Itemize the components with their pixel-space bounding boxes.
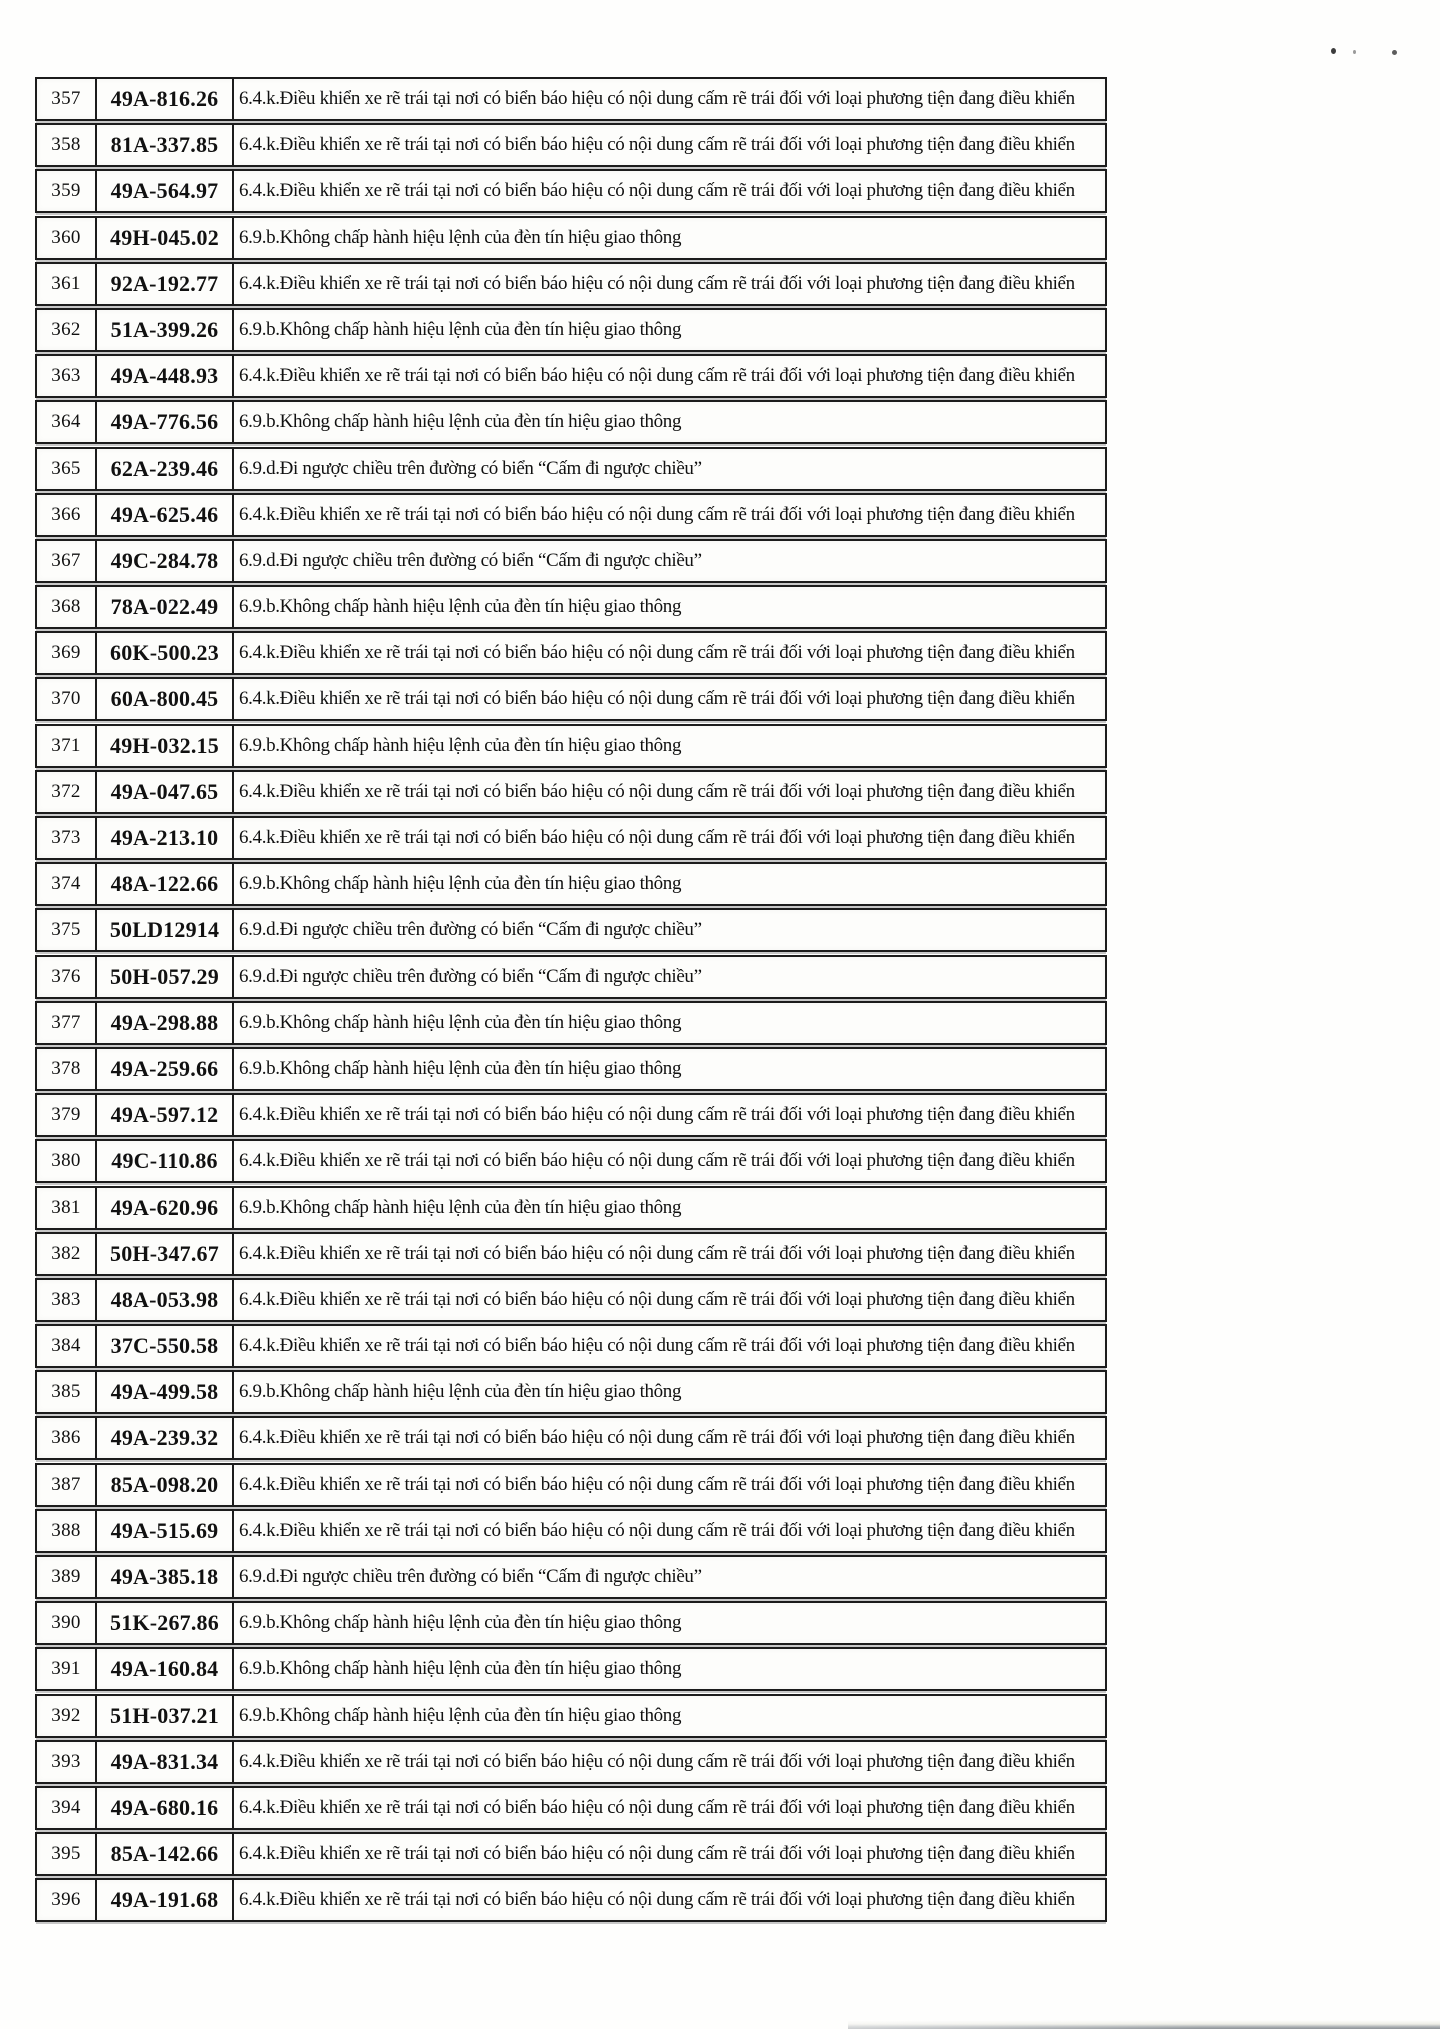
violation-description-cell: 6.4.k.Điều khiển xe rẽ trái tại nơi có biển báo hiệu có nội dung cấm rẽ trái đối với loại phương tiện đang điều khiển: [239, 1104, 1075, 1126]
license-plate-cell: 49A-239.32: [97, 1418, 234, 1458]
license-plate-cell: 51K-267.86: [97, 1603, 234, 1643]
violation-description-cell: 6.4.k.Điều khiển xe rẽ trái tại nơi có biển báo hiệu có nội dung cấm rẽ trái đối với loại phương tiện đang điều khiển: [239, 134, 1075, 156]
violation-description-cell: 6.4.k.Điều khiển xe rẽ trái tại nơi có biển báo hiệu có nội dung cấm rẽ trái đối với loại phương tiện đang điều khiển: [239, 503, 1075, 525]
license-plate-cell: 49A-160.84: [97, 1649, 234, 1689]
violation-description-cell: 6.4.k.Điều khiển xe rẽ trái tại nơi có biển báo hiệu có nội dung cấm rẽ trái đối với loại phương tiện đang điều khiển: [239, 1473, 1075, 1495]
table-row: [35, 1047, 1107, 1091]
violation-table: [35, 77, 1107, 1925]
table-row: [35, 1740, 1107, 1784]
violation-description-cell: 6.4.k.Điều khiển xe rẽ trái tại nơi có biển báo hiệu có nội dung cấm rẽ trái đối với loại phương tiện đang điều khiển: [239, 1519, 1075, 1541]
row-number-cell: 359: [37, 171, 97, 211]
license-plate-cell: 49A-499.58: [97, 1372, 234, 1412]
row-number-cell: 362: [37, 310, 97, 350]
violation-description-cell: 6.4.k.Điều khiển xe rẽ trái tại nơi có biển báo hiệu có nội dung cấm rẽ trái đối với loại phương tiện đang điều khiển: [239, 1427, 1075, 1449]
license-plate-cell: 50H-057.29: [97, 957, 234, 997]
row-number-cell: 367: [37, 541, 97, 581]
license-plate-cell: 81A-337.85: [97, 125, 234, 165]
row-number-cell: 385: [37, 1372, 97, 1412]
table-row: [35, 216, 1107, 260]
row-number-cell: 392: [37, 1696, 97, 1736]
violation-description-cell: 6.4.k.Điều khiển xe rẽ trái tại nơi có biển báo hiệu có nội dung cấm rẽ trái đối với loại phương tiện đang điều khiển: [239, 1843, 1075, 1865]
row-number-cell: 394: [37, 1788, 97, 1828]
scan-edge-shadow: [848, 2020, 1440, 2029]
license-plate-cell: 49A-625.46: [97, 495, 234, 535]
row-number-cell: 357: [37, 79, 97, 119]
license-plate-cell: 48A-053.98: [97, 1280, 234, 1320]
table-row: [35, 493, 1107, 537]
row-number-cell: 376: [37, 957, 97, 997]
table-row: [35, 400, 1107, 444]
violation-description-cell: 6.4.k.Điều khiển xe rẽ trái tại nơi có biển báo hiệu có nội dung cấm rẽ trái đối với loại phương tiện đang điều khiển: [239, 1796, 1075, 1818]
table-row: [35, 955, 1107, 999]
table-row: [35, 1647, 1107, 1691]
row-number-cell: 380: [37, 1141, 97, 1181]
row-number-cell: 358: [37, 125, 97, 165]
violation-description-cell: 6.9.b.Không chấp hành hiệu lệnh của đèn tín hiệu giao thông: [239, 734, 682, 756]
license-plate-cell: 51H-037.21: [97, 1696, 234, 1736]
violation-description-cell: 6.4.k.Điều khiển xe rẽ trái tại nơi có biển báo hiệu có nội dung cấm rẽ trái đối với loại phương tiện đang điều khiển: [239, 1242, 1075, 1264]
license-plate-cell: 49A-597.12: [97, 1095, 234, 1135]
row-number-cell: 390: [37, 1603, 97, 1643]
violation-description-cell: 6.9.b.Không chấp hành hiệu lệnh của đèn tín hiệu giao thông: [239, 1658, 682, 1680]
table-row: [35, 816, 1107, 860]
violation-description-cell: 6.9.d.Đi ngược chiều trên đường có biển “Cấm đi ngược chiều”: [239, 965, 702, 987]
table-row: [35, 770, 1107, 814]
row-number-cell: 370: [37, 679, 97, 719]
row-number-cell: 389: [37, 1557, 97, 1597]
violation-description-cell: 6.9.b.Không chấp hành hiệu lệnh của đèn tín hiệu giao thông: [239, 226, 682, 248]
row-number-cell: 369: [37, 633, 97, 673]
table-row: [35, 1694, 1107, 1738]
table-row: [35, 169, 1107, 213]
violation-description-cell: 6.4.k.Điều khiển xe rẽ trái tại nơi có biển báo hiệu có nội dung cấm rẽ trái đối với loại phương tiện đang điều khiển: [239, 1150, 1075, 1172]
license-plate-cell: 49C-110.86: [97, 1141, 234, 1181]
license-plate-cell: 85A-098.20: [97, 1465, 234, 1505]
table-row: [35, 1370, 1107, 1414]
table-row: [35, 1186, 1107, 1230]
violation-description-cell: 6.9.b.Không chấp hành hiệu lệnh của đèn tín hiệu giao thông: [239, 1011, 682, 1033]
row-number-cell: 366: [37, 495, 97, 535]
row-number-cell: 363: [37, 356, 97, 396]
table-row: [35, 77, 1107, 121]
violation-description-cell: 6.9.d.Đi ngược chiều trên đường có biển “Cấm đi ngược chiều”: [239, 549, 702, 571]
violation-description-cell: 6.9.d.Đi ngược chiều trên đường có biển “Cấm đi ngược chiều”: [239, 1566, 702, 1587]
violation-description-cell: 6.9.b.Không chấp hành hiệu lệnh của đèn tín hiệu giao thông: [239, 411, 682, 433]
row-number-cell: 396: [37, 1880, 97, 1920]
license-plate-cell: 49A-816.26: [97, 79, 234, 119]
license-plate-cell: 49A-620.96: [97, 1188, 234, 1228]
table-row: [35, 862, 1107, 906]
row-number-cell: 361: [37, 264, 97, 304]
violation-description-cell: 6.4.k.Điều khiển xe rẽ trái tại nơi có biển báo hiệu có nội dung cấm rẽ trái đối với loại phương tiện đang điều khiển: [239, 180, 1075, 202]
violation-description-cell: 6.4.k.Điều khiển xe rẽ trái tại nơi có biển báo hiệu có nội dung cấm rẽ trái đối với loại phương tiện đang điều khiển: [239, 88, 1075, 109]
license-plate-cell: 49C-284.78: [97, 541, 234, 581]
row-number-cell: 365: [37, 449, 97, 489]
row-number-cell: 375: [37, 910, 97, 950]
license-plate-cell: 49A-448.93: [97, 356, 234, 396]
violation-description-cell: 6.4.k.Điều khiển xe rẽ trái tại nơi có biển báo hiệu có nội dung cấm rẽ trái đối với loại phương tiện đang điều khiển: [239, 1335, 1075, 1357]
license-plate-cell: 37C-550.58: [97, 1326, 234, 1366]
row-number-cell: 372: [37, 772, 97, 812]
row-number-cell: 373: [37, 818, 97, 858]
table-row: [35, 724, 1107, 768]
row-number-cell: 384: [37, 1326, 97, 1366]
table-row: [35, 1878, 1107, 1922]
scan-speck: [1331, 48, 1336, 54]
license-plate-cell: 60K-500.23: [97, 633, 234, 673]
table-row: [35, 1555, 1107, 1599]
violation-description-cell: 6.9.b.Không chấp hành hiệu lệnh của đèn tín hiệu giao thông: [239, 1057, 682, 1079]
row-number-cell: 391: [37, 1649, 97, 1689]
violation-description-cell: 6.9.b.Không chấp hành hiệu lệnh của đèn tín hiệu giao thông: [239, 873, 682, 895]
license-plate-cell: 49A-213.10: [97, 818, 234, 858]
license-plate-cell: 49A-259.66: [97, 1049, 234, 1089]
table-row: [35, 1416, 1107, 1460]
table-row: [35, 1601, 1107, 1645]
violation-description-cell: 6.9.b.Không chấp hành hiệu lệnh của đèn tín hiệu giao thông: [239, 1381, 682, 1403]
license-plate-cell: 85A-142.66: [97, 1834, 234, 1874]
row-number-cell: 368: [37, 587, 97, 627]
violation-description-cell: 6.4.k.Điều khiển xe rẽ trái tại nơi có biển báo hiệu có nội dung cấm rẽ trái đối với loại phương tiện đang điều khiển: [239, 642, 1075, 664]
table-row: [35, 1232, 1107, 1276]
table-row: [35, 1786, 1107, 1830]
license-plate-cell: 49A-680.16: [97, 1788, 234, 1828]
table-row: [35, 908, 1107, 952]
violation-description-cell: 6.9.b.Không chấp hành hiệu lệnh của đèn tín hiệu giao thông: [239, 1612, 682, 1634]
table-row: [35, 1139, 1107, 1183]
row-number-cell: 379: [37, 1095, 97, 1135]
table-row: [35, 308, 1107, 352]
license-plate-cell: 92A-192.77: [97, 264, 234, 304]
license-plate-cell: 49A-831.34: [97, 1742, 234, 1782]
row-number-cell: 378: [37, 1049, 97, 1089]
license-plate-cell: 49A-298.88: [97, 1003, 234, 1043]
table-row: [35, 631, 1107, 675]
table-row: [35, 123, 1107, 167]
row-number-cell: 393: [37, 1742, 97, 1782]
license-plate-cell: 50H-347.67: [97, 1234, 234, 1274]
license-plate-cell: 49A-776.56: [97, 402, 234, 442]
row-number-cell: 388: [37, 1511, 97, 1551]
row-number-cell: 364: [37, 402, 97, 442]
row-number-cell: 395: [37, 1834, 97, 1874]
table-row: [35, 354, 1107, 398]
violation-description-cell: 6.9.b.Không chấp hành hiệu lệnh của đèn tín hiệu giao thông: [239, 1196, 682, 1218]
table-row: [35, 1832, 1107, 1876]
license-plate-cell: 48A-122.66: [97, 864, 234, 904]
table-row: [35, 1463, 1107, 1507]
table-row: [35, 1324, 1107, 1368]
license-plate-cell: 49H-045.02: [97, 218, 234, 258]
violation-description-cell: 6.4.k.Điều khiển xe rẽ trái tại nơi có biển báo hiệu có nội dung cấm rẽ trái đối với loại phương tiện đang điều khiển: [239, 780, 1075, 802]
row-number-cell: 383: [37, 1280, 97, 1320]
row-number-cell: 382: [37, 1234, 97, 1274]
license-plate-cell: 49A-191.68: [97, 1880, 234, 1920]
table-row: [35, 1509, 1107, 1553]
license-plate-cell: 62A-239.46: [97, 449, 234, 489]
violation-description-cell: 6.9.d.Đi ngược chiều trên đường có biển “Cấm đi ngược chiều”: [239, 919, 702, 941]
table-row: [35, 1278, 1107, 1322]
license-plate-cell: 49A-564.97: [97, 171, 234, 211]
violation-description-cell: 6.4.k.Điều khiển xe rẽ trái tại nơi có biển báo hiệu có nội dung cấm rẽ trái đối với loại phương tiện đang điều khiển: [239, 272, 1075, 294]
violation-description-cell: 6.4.k.Điều khiển xe rẽ trái tại nơi có biển báo hiệu có nội dung cấm rẽ trái đối với loại phương tiện đang điều khiển: [239, 1750, 1075, 1772]
violation-description-cell: 6.4.k.Điều khiển xe rẽ trái tại nơi có biển báo hiệu có nội dung cấm rẽ trái đối với loại phương tiện đang điều khiển: [239, 688, 1075, 710]
violation-description-cell: 6.4.k.Điều khiển xe rẽ trái tại nơi có biển báo hiệu có nội dung cấm rẽ trái đối với loại phương tiện đang điều khiển: [239, 365, 1075, 387]
license-plate-cell: 78A-022.49: [97, 587, 234, 627]
table-row: [35, 1093, 1107, 1137]
table-row: [35, 539, 1107, 583]
table-row: [35, 585, 1107, 629]
violation-description-cell: 6.4.k.Điều khiển xe rẽ trái tại nơi có biển báo hiệu có nội dung cấm rẽ trái đối với loại phương tiện đang điều khiển: [239, 1889, 1075, 1911]
scan-speck: [1353, 50, 1356, 54]
row-number-cell: 386: [37, 1418, 97, 1458]
row-number-cell: 360: [37, 218, 97, 258]
license-plate-cell: 49A-515.69: [97, 1511, 234, 1551]
row-number-cell: 381: [37, 1188, 97, 1228]
row-number-cell: 387: [37, 1465, 97, 1505]
violation-description-cell: 6.9.b.Không chấp hành hiệu lệnh của đèn tín hiệu giao thông: [239, 1704, 682, 1726]
row-number-cell: 371: [37, 726, 97, 766]
license-plate-cell: 49A-385.18: [97, 1557, 234, 1597]
table-row: [35, 447, 1107, 491]
violation-description-cell: 6.4.k.Điều khiển xe rẽ trái tại nơi có biển báo hiệu có nội dung cấm rẽ trái đối với loại phương tiện đang điều khiển: [239, 1288, 1075, 1310]
license-plate-cell: 50LD12914: [97, 910, 234, 950]
table-row: [35, 262, 1107, 306]
violation-description-cell: 6.4.k.Điều khiển xe rẽ trái tại nơi có biển báo hiệu có nội dung cấm rẽ trái đối với loại phương tiện đang điều khiển: [239, 827, 1075, 848]
row-number-cell: 377: [37, 1003, 97, 1043]
license-plate-cell: 51A-399.26: [97, 310, 234, 350]
row-number-cell: 374: [37, 864, 97, 904]
scan-speck: [1392, 50, 1397, 55]
violation-description-cell: 6.9.b.Không chấp hành hiệu lệnh của đèn tín hiệu giao thông: [239, 318, 682, 340]
license-plate-cell: 49H-032.15: [97, 726, 234, 766]
license-plate-cell: 49A-047.65: [97, 772, 234, 812]
violation-description-cell: 6.9.b.Không chấp hành hiệu lệnh của đèn tín hiệu giao thông: [239, 596, 682, 618]
table-row: [35, 1001, 1107, 1045]
table-row: [35, 677, 1107, 721]
license-plate-cell: 60A-800.45: [97, 679, 234, 719]
violation-description-cell: 6.9.d.Đi ngược chiều trên đường có biển “Cấm đi ngược chiều”: [239, 457, 702, 479]
